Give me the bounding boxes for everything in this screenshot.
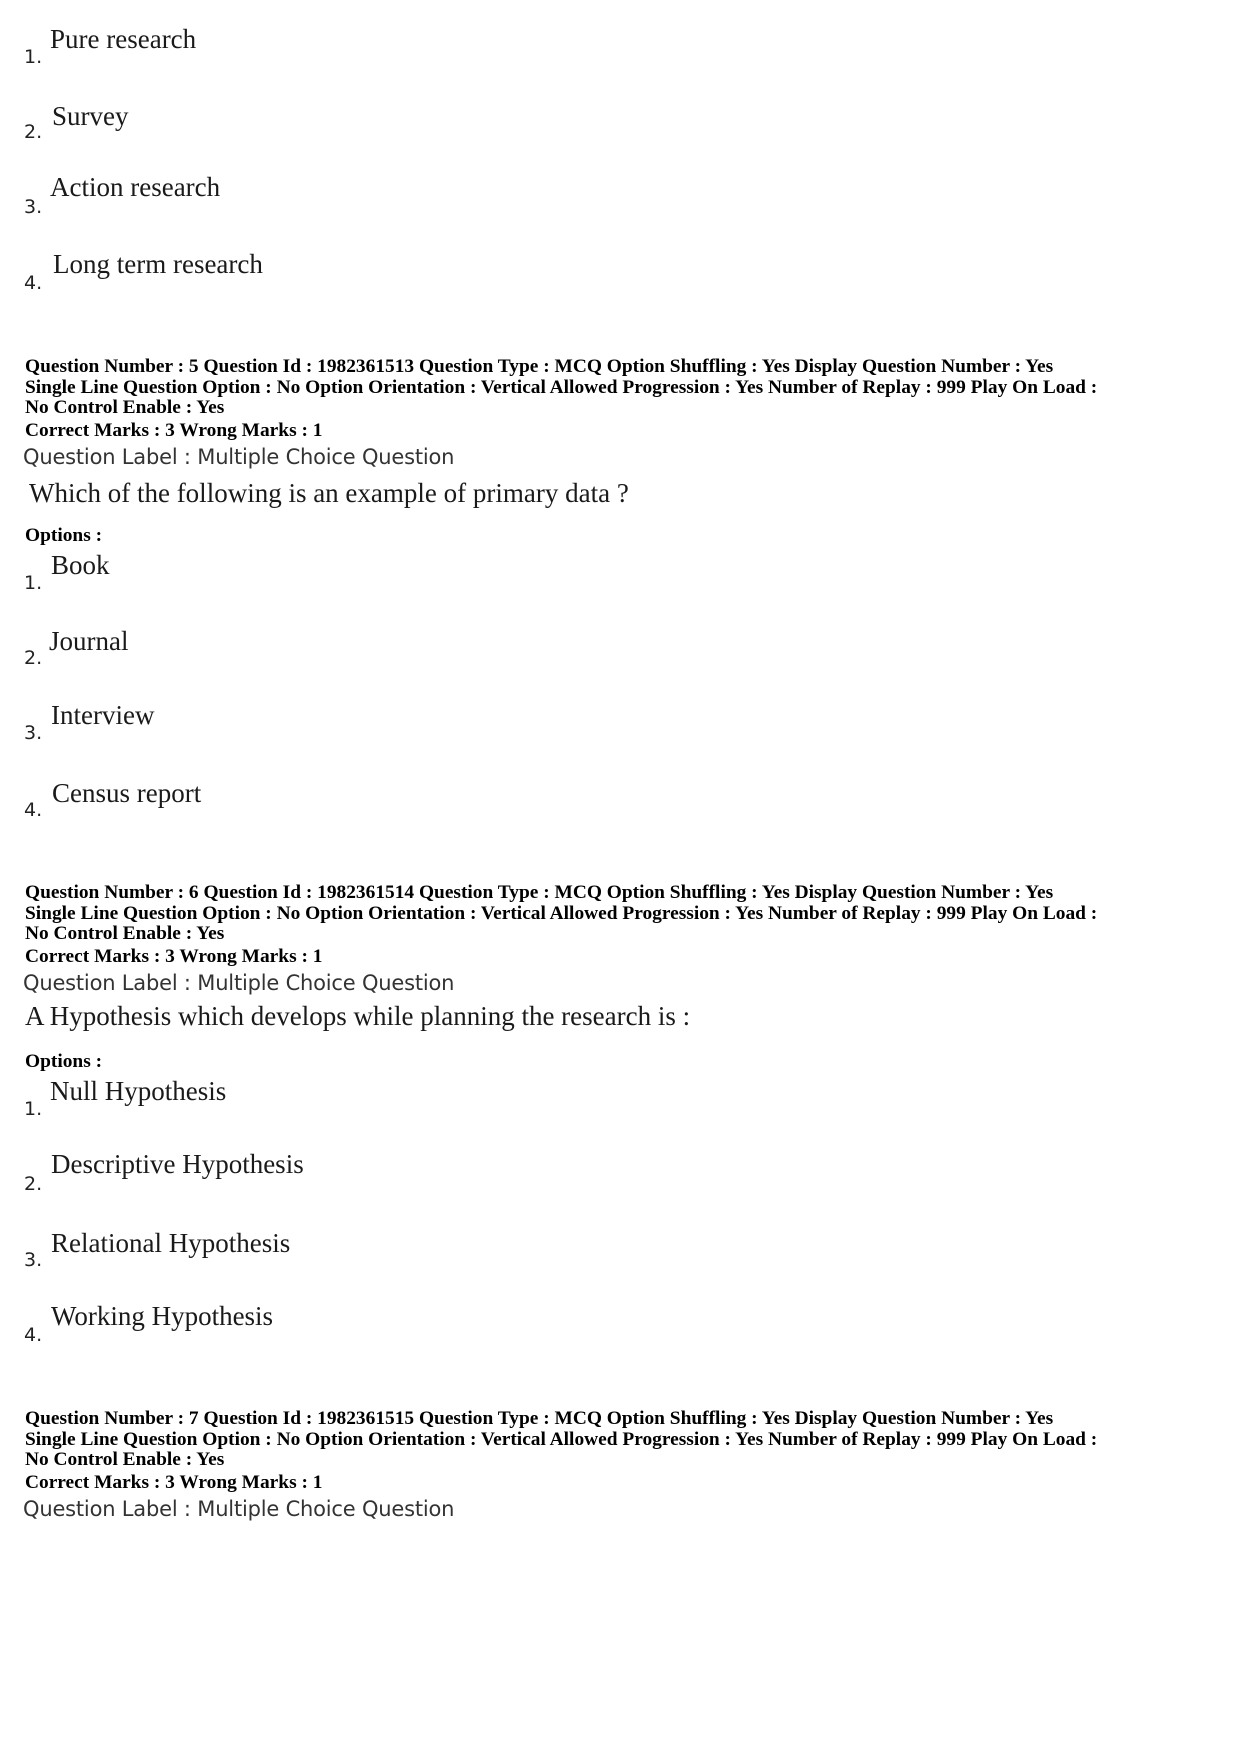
meta-line: No Control Enable : Yes <box>25 397 225 418</box>
meta-line: No Control Enable : Yes <box>25 923 225 944</box>
option-text: Relational Hypothesis <box>51 1228 291 1258</box>
option-text: Pure research <box>50 24 197 54</box>
option-number: 1. <box>24 46 43 68</box>
question-6-options-heading: Options : <box>25 1051 103 1072</box>
option-number: 1. <box>24 572 43 594</box>
option-text: Null Hypothesis <box>50 1076 227 1106</box>
question-5-metadata <box>25 357 1097 419</box>
question-7-marks: Correct Marks : 3 Wrong Marks : 1 <box>25 1472 323 1493</box>
option-text: Action research <box>50 172 221 202</box>
option-number: 4. <box>24 272 43 294</box>
meta-line: Question Number : 5 Question Id : 1982361513 Question Type : MCQ Option Shuffling : Yes Display Question Number : Yes <box>25 356 1054 377</box>
question-6-text: A Hypothesis which develops while planning the research is : <box>25 1001 691 1031</box>
option-text: Survey <box>52 101 129 131</box>
option-text: Interview <box>51 700 155 730</box>
meta-line: Single Line Question Option : No Option Orientation : Vertical Allowed Progression : Yes Number of Replay : 999 Play On Load : <box>25 376 1098 398</box>
option-number: 2. <box>24 1173 43 1195</box>
question-6-marks: Correct Marks : 3 Wrong Marks : 1 <box>25 946 323 967</box>
question-5-options-heading: Options : <box>25 525 103 546</box>
question-5-text: Which of the following is an example of primary data ? <box>29 478 629 508</box>
meta-line: Question Number : 7 Question Id : 1982361515 Question Type : MCQ Option Shuffling : Yes Display Question Number : Yes <box>25 1408 1054 1429</box>
meta-line: Single Line Question Option : No Option Orientation : Vertical Allowed Progression : Yes Number of Replay : 999 Play On Load : <box>25 902 1098 924</box>
option-number: 2. <box>24 121 43 143</box>
option-text: Journal <box>49 626 129 656</box>
option-number: 4. <box>24 1324 43 1346</box>
option-text: Long term research <box>53 249 263 279</box>
question-5-marks: Correct Marks : 3 Wrong Marks : 1 <box>25 420 323 441</box>
option-number: 4. <box>24 799 43 821</box>
question-7-label: Question Label : Multiple Choice Question <box>23 1497 455 1521</box>
question-5-label: Question Label : Multiple Choice Question <box>23 445 455 469</box>
question-7-metadata <box>25 1409 1097 1471</box>
option-number: 3. <box>24 196 43 218</box>
option-number: 2. <box>24 647 43 669</box>
option-text: Book <box>51 550 110 580</box>
option-number: 3. <box>24 1249 43 1271</box>
option-text: Working Hypothesis <box>51 1301 274 1331</box>
option-number: 1. <box>24 1098 43 1120</box>
option-text: Census report <box>52 778 202 808</box>
meta-line: Single Line Question Option : No Option Orientation : Vertical Allowed Progression : Yes Number of Replay : 999 Play On Load : <box>25 1428 1098 1450</box>
option-number: 3. <box>24 722 43 744</box>
question-6-label: Question Label : Multiple Choice Question <box>23 971 455 995</box>
meta-line: Question Number : 6 Question Id : 1982361514 Question Type : MCQ Option Shuffling : Yes Display Question Number : Yes <box>25 882 1054 903</box>
option-text: Descriptive Hypothesis <box>51 1149 304 1179</box>
meta-line: No Control Enable : Yes <box>25 1449 225 1470</box>
question-6-metadata <box>25 883 1097 945</box>
